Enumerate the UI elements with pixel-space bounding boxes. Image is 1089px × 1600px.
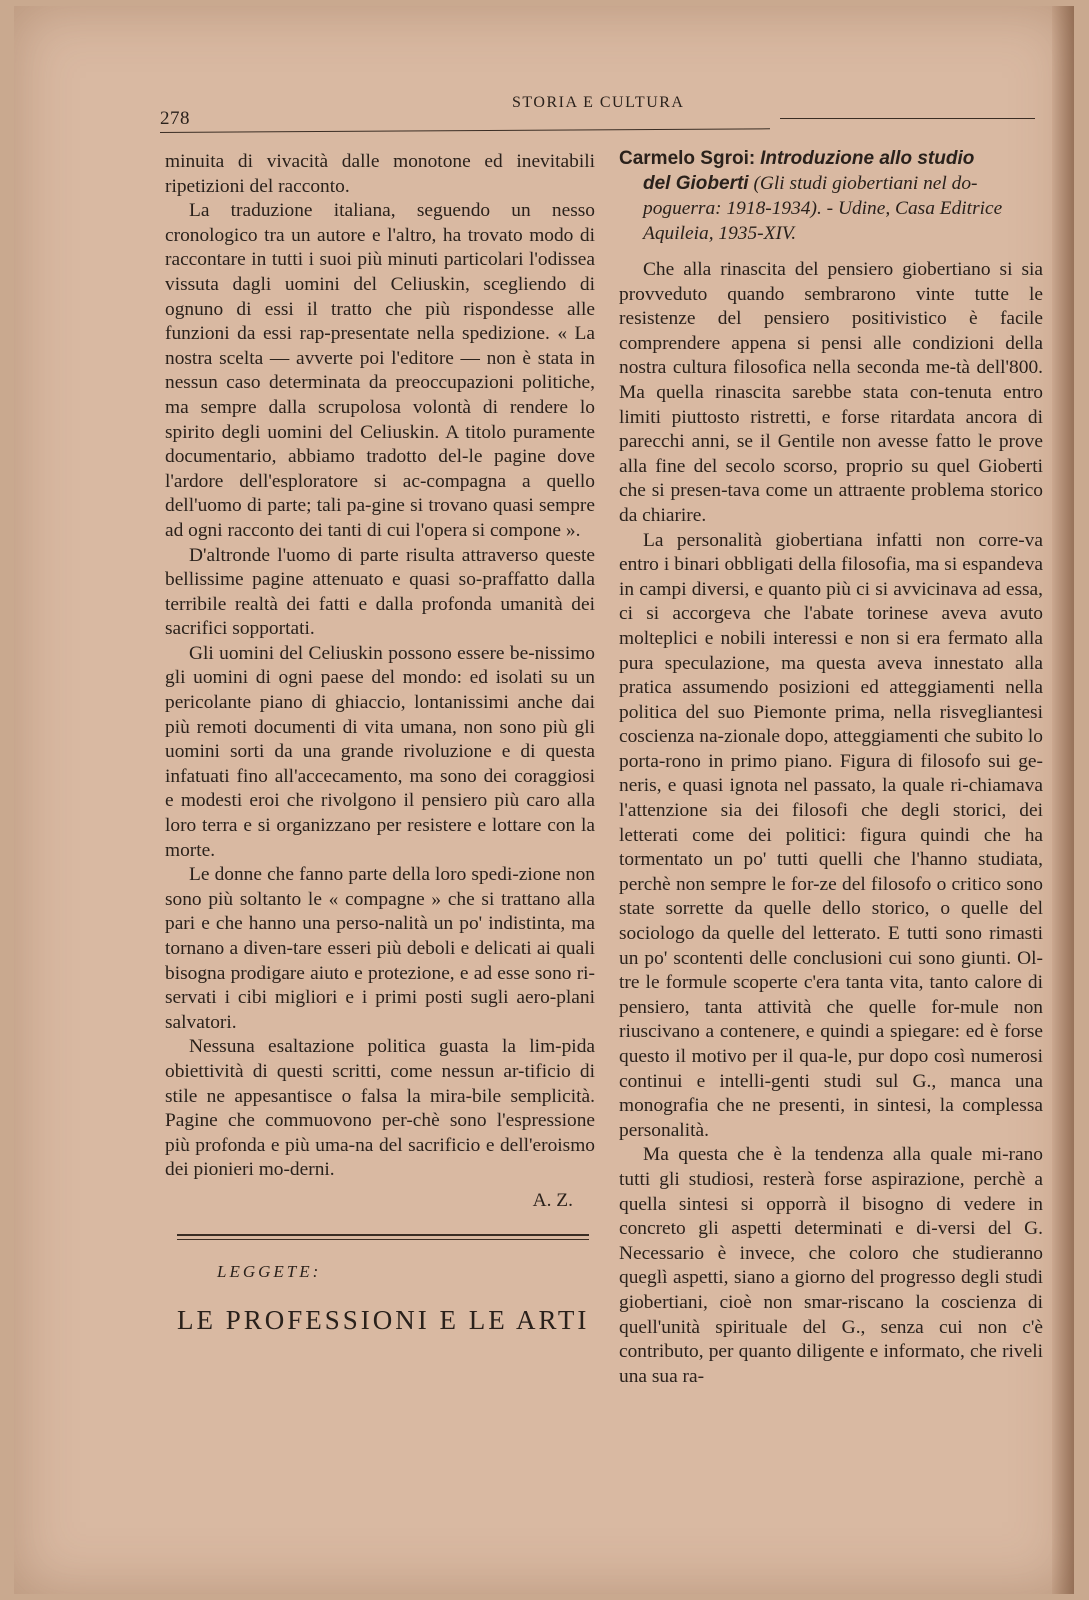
review-title-part-1: Introduzione allo studio: [760, 148, 975, 169]
header-rule-right: [780, 118, 1035, 119]
separator-rule-thick: [177, 1234, 589, 1236]
right-paragraph-1: Che alla rinascita del pensiero giobertiano si sia provveduto quando sembrarono vinte tutte le resistenze del pensiero positivistico è facile comprendere appena si pensi alle condizioni della nostra cultura filosofica nella seconda me-tà dell'800. Ma quella rinascita sarebbe stata con-tenuta entro limiti piuttosto ristretti, e forse ritardata ancora di parecchi anni, se il Gentile non avesse fatto le prove alla fine del secolo scorso, proprio su quel Gioberti che si presen-tava come un attraente problema storico da chiarire.: [619, 259, 1043, 526]
left-column: [165, 150, 595, 1336]
review-details-2: poguerra: 1918-1934). - Udine, Casa Editrice: [643, 198, 1003, 219]
running-head: STORIA E CULTURA: [512, 94, 685, 111]
left-paragraph-4: Gli uomini del Celiuskin possono essere be-nissimo gli uomini di ogni paese del mondo: ed isolati su un pericolante piano di ghiaccio, lontanissimi anche dai più remoti documenti di vita umana, non sono più gli uomini sorti da una grande rivoluzione e di questa infatuati fino all'accecamento, ma sono dei coraggiosi e modesti eroi che rivolgono il pensiero più caro alla loro terra e si organizzano per resistere e lottare con la morte.: [165, 642, 595, 861]
separator-rule-thin: [177, 1239, 589, 1240]
review-heading: [619, 146, 1043, 246]
right-paragraph-3: Ma questa che è la tendenza alla quale mi-rano tutti gli studiosi, resterà forse aspirazione, perchè a quella sintesi si opporrà il bisogno di vedere in concreto gli aspetti determinati e di-versi del G. Necessario è invece, che coloro che studieranno queglì aspetti, siano a giorno del progresso degli studi giobertiani, cioè non smar-riscano la coscienza di quell'unità spirituale del G., senza cui non c'è contributo, per quanto diligente e informato, che riveli una sua ra-: [619, 1144, 1043, 1387]
left-paragraph-3: D'altronde l'uomo di parte risulta attraverso queste bellissime pagine attenuato e quasi so-praffatto dalla terribile realtà dei fatti e dalla profonda umanità dei sacrifici sopportati.: [165, 544, 595, 640]
left-paragraph-1: minuita di vivacità dalle monotone ed inevitabili ripetizioni del racconto.: [165, 151, 595, 197]
page-number: 278: [160, 108, 190, 129]
right-paragraph-2: La personalità giobertiana infatti non corre-va entro i binari obbligati della filosofia, ma si espandeva in campi diversi, e quanto più ci si avvicinava ad essa, ci si accorgeva che l'abate torinese aveva avuto molteplici e nobili interessi e non si era fermato alla pura speculazione, ma questa aveva innestato alla pratica assumendo posizioni ed atteggiamenti nella politica del suo Piemonte prima, nella risvegliantesi coscienza na-zionale dopo, atteggiamenti che subito lo porta-rono in primo piano. Figura di filosofo sui ge-neris, e quasi ignota nel passato, la quale ri-chiamava l'attenzione sia dei filosofi che degli storici, dei letterati come dei politici: figura quindi che ha tormentato un po' tutti quelli che l'hanno studiata, perchè non sempre le for-ze del filosofo o critico sono state sorrette da quelle dello storico, o quelle del sociologo da quelle del letterato. E tutti sono rimasti un po' scontenti delle conclusioni cui sono giunti. Ol-tre le formule scoperte c'era tanta vita, tanto calore di pensiero, tanta attività che quelle for-mule non riuscivano a contenere, e quindi a spiegare: ed è forse questo il motivo per il qua-le, pur dopo così numerosi continui e intelli-genti studi sul G., manca una monografia che ne presenti, in sintesi, la complessa personalità.: [619, 529, 1043, 1141]
review-author: Carmelo Sgroi:: [619, 148, 756, 169]
right-column: [619, 146, 1043, 1389]
review-details-1: (Gli studi giobertiani nel do-: [753, 173, 978, 194]
article-signature: A. Z.: [532, 1189, 573, 1211]
review-details-3: Aquileia, 1935-XIV.: [643, 223, 797, 244]
advert-title: LE PROFESSIONI E LE ARTI: [177, 1305, 590, 1336]
left-paragraph-6: Nessuna esaltazione politica guasta la lim-pida obiettività di questi scritti, come nessun ar-tificio di stile ne appesantisce o falsa la mira-bile semplicità. Pagine che commuovono per-chè sono l'espressione più profonda e più uma-na del sacrificio e dell'eroismo dei pionieri mo-derni.: [165, 1036, 595, 1181]
left-paragraph-2: La traduzione italiana, seguendo un nesso cronologico tra un autore e l'altro, ha trovato modo di raccontare in tutti i suoi più minuti particolari l'odissea vissuta dagli uomini del Celiuskin, scegliendo di ognuno di essi il tratto che più rispondesse alle funzioni da essi rap-presentate nella spedizione. « La nostra scelta — avverte poi l'editore — non è stata in nessun caso determinata da preoccupazioni politiche, ma sempre dalla scrupolosa volontà di rendere lo spirito degli uomini del Celiuskin. A titolo puramente documentario, abbiamo tradotto del-le pagine dove l'ardore dell'esploratore si ac-compagna a quello dell'uomo di parte; tali pa-gine si trovano quasi sempre ad ogni racconto dei tanti di cui l'opera si compone ».: [165, 200, 595, 541]
page-edge-shadow: [1052, 6, 1074, 1594]
review-title-part-2: del Gioberti: [643, 173, 749, 194]
advert-label: LEGGETE:: [217, 1261, 322, 1281]
page-header: [160, 92, 1040, 132]
left-paragraph-5: Le donne che fanno parte della loro spedi-zione non sono più soltanto le « compagne » che si trattano alla pari e che hanno una perso-nalità un po' indistinta, ma tornano a diven-tare esseri più deboli e delicati ai quali bisogna prodigare aiuto e protezione, e ad esse sono ri-servati i cibi migliori e i primi posti sugli aero-plani salvatori.: [165, 864, 595, 1033]
